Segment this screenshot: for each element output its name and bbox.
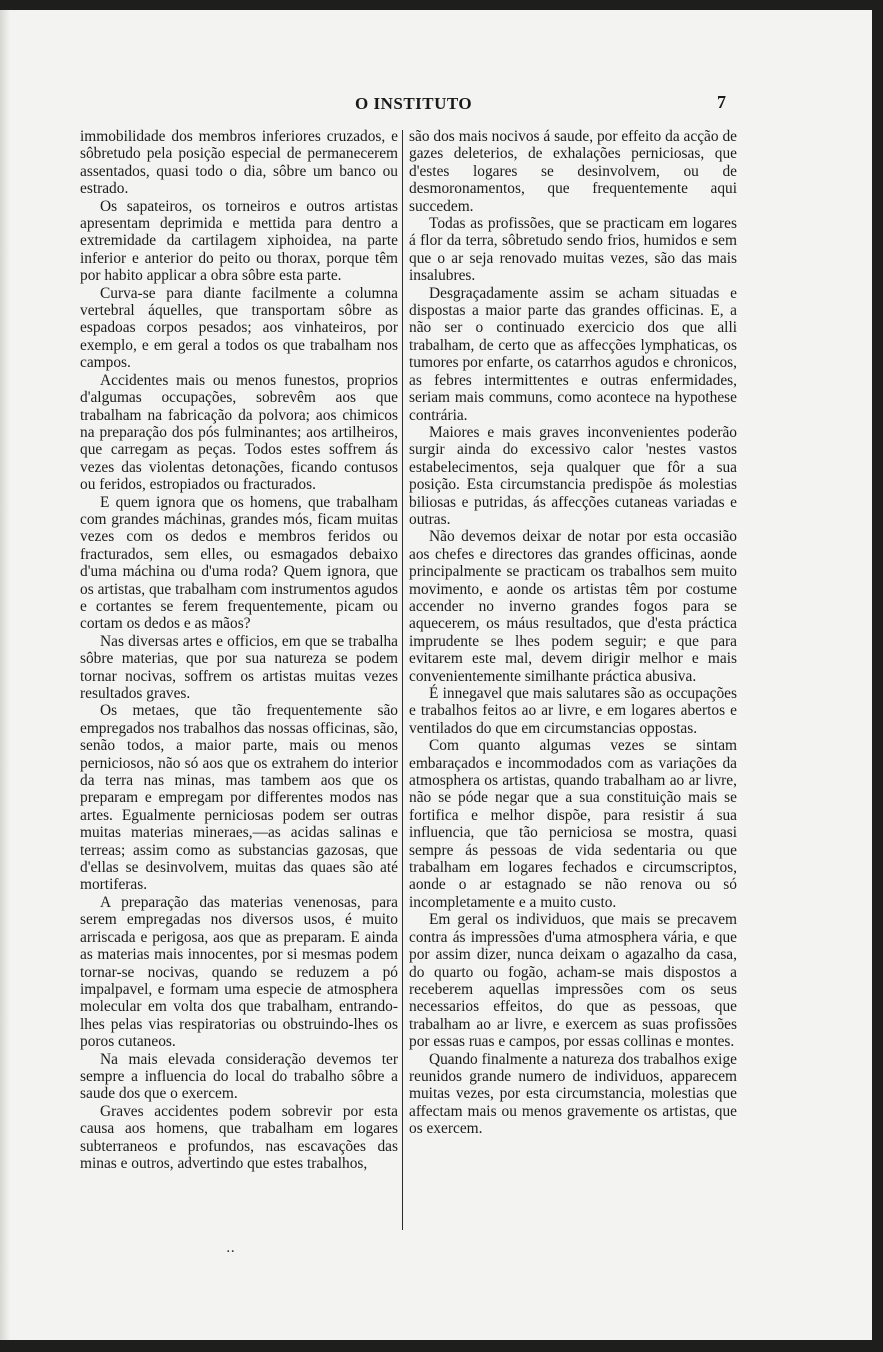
paragraph: Os sapateiros, os torneiros e outros artistas apresentam deprimida e mettida para dentro a extremidade da cartilagem xiphoidea, na parte inferior e anterior do peito ou thorax, porque têm por habito applicar a obra sôbre esta parte. [80, 197, 398, 285]
paragraph: Desgraçadamente assim se acham situadas e dispostas a maior parte das grandes officinas. E, a não ser o continuado exercicio dos que alli trabalham, de certo que as affecções lymphaticas, os tumores por enfarte, os catarrhos agudos e chronicos, as febres intermittentes e outras enfermidades, seriam mais communs, como acontece na hypothese contrária. [409, 284, 737, 424]
paragraph: E quem ignora que os homens, que trabalham com grandes máchinas, grandes mós, ficam muitas vezes com os dedos e membros feridos ou fracturados, sem elles, ou esmagados debaixo d'uma máchina ou d'uma roda? Quem ignora, que os artistas, que trabalham com instrumentos agudos e cortantes se ferem frequentemente, picam ou cortam os dedos e as mãos? [80, 493, 398, 633]
paragraph: Accidentes mais ou menos funestos, proprios d'algumas occupações, sobrevêm aos que trabalham na fabricação da polvora; aos chimicos na preparação dos pós fulminantes; aos artilheiros, que carregam as peças. Todos estes soffrem ás vezes das violentas detonações, ficando contusos ou feridos, estropiados ou fracturados. [80, 371, 398, 494]
paragraph: É innegavel que mais salutares são as occupações e trabalhos feitos ao ar livre, e em logares abertos e ventilados do que em circumstancias oppostas. [409, 685, 737, 737]
column-divider [402, 130, 403, 1230]
paragraph: Quando finalmente a natureza dos trabalhos exige reunidos grande numero de individuos, apparecem muitas vezes, por esta circumstancia, molestias que affectam mais ou menos gravemente os artistas, que os exercem. [409, 1050, 737, 1138]
page-spine [0, 10, 10, 1340]
running-header [0, 90, 872, 120]
footer-mark: .. [226, 1240, 235, 1256]
paragraph: Na mais elevada consideração devemos ter sempre a influencia do local do trabalho sôbre a saude dos que o exercem. [80, 1050, 398, 1103]
paragraph: Os metaes, que tão frequentemente são empregados nos trabalhos das nossas officinas, são, senão todos, a maior parte, mais ou menos perniciosos, não só aos que os extrahem do interior da terra nas minas, mas tambem aos que os preparam e empregam por differentes modos nas artes. Egualmente perniciosas podem ser outras muitas materias mineraes,—as acidas salinas e terreas; assim como as substancias gazosas, que d'ellas se desinvolvem, muitas das quaes são até mortiferas. [80, 702, 398, 894]
paragraph: Todas as profissões, que se practicam em logares á flor da terra, sôbretudo sendo frios, humidos e sem que o ar seja renovado muitas vezes, são das mais insalubres. [409, 215, 737, 285]
paragraph: são dos mais nocivos á saude, por effeito da acção de gazes deleterios, de exhalações perniciosas, que d'estes logares se desinvolvem, ou de desmoronamentos, que frequentemente aqui succedem. [409, 128, 737, 215]
paragraph: Não devemos deixar de notar por esta occasião aos chefes e directores das grandes officinas, aonde principalmente se practicam os trabalhos sem muito movimento, e aonde os artistas têm por costume accender no inverno grandes fogos para se aquecerem, os máus resultados, que d'esta práctica imprudente se lhes podem seguir; e que para evitarem este mal, devem dirigir melhor e mais convenientemente similhante práctica abusiva. [409, 528, 737, 685]
running-title: O INSTITUTO [355, 94, 473, 113]
left-column [80, 128, 398, 1172]
paragraph: immobilidade dos membros inferiores cruzados, e sôbretudo pela posição especial de permanecerem assentados, quasi todo o dia, sôbre um banco ou estrado. [80, 128, 398, 198]
paragraph: Nas diversas artes e officios, em que se trabalha sôbre materias, que por sua natureza se podem tornar nocivas, soffrem os artistas muitas vezes resultados graves. [80, 632, 398, 702]
page-number: 7 [717, 92, 726, 112]
paragraph: Curva-se para diante facilmente a columna vertebral áquelles, que transportam sôbre as espadoas corpos pesados; aos vinhateiros, por exemplo, e em geral a todos os que trabalham nos campos. [80, 284, 398, 372]
paragraph: Maiores e mais graves inconvenientes poderão surgir ainda do excessivo calor 'nestes vastos estabelecimentos, seja qualquer que fôr a sua posição. Esta circumstancia predispõe ás molestias biliosas e putridas, ás affecções cutaneas variadas e outras. [409, 423, 737, 528]
right-column [409, 128, 737, 1138]
paragraph: Com quanto algumas vezes se sintam embaraçados e incommodados com as variações da atmosphera os artistas, quando trabalham ao ar livre, não se póde negar que a sua constituição mais se fortifica e melhor dispõe, para resistir á sua influencia, que tão perniciosa se mostra, quasi sempre ás pessoas de vida sedentaria ou que trabalham em logares fechados e circumscriptos, aonde o ar estagnado se não renova ou só incompletamente e a muito custo. [409, 737, 737, 911]
paragraph: A preparação das materias venenosas, para serem empregadas nos diversos usos, é muito arriscada e perigosa, aos que as preparam. E ainda as materias mais innocentes, por si mesmas podem tornar-se nocivas, quando se reduzem a pó impalpavel, e formam uma especie de atmosphera molecular em volta dos que trabalham, entrando-lhes pelas vias respiratorias ou obstruindo-lhes os poros cutaneos. [80, 893, 398, 1051]
paragraph: Em geral os individuos, que mais se precavem contra ás impressões d'uma atmosphera vária, e que por assim dizer, nunca deixam o agazalho da casa, do quarto ou fogão, acham-se mais dispostos a receberem aquellas impressões com os seus necessarios effeitos, do que as pessoas, que trabalham ao ar livre, e exercem as suas profissões por essas ruas e campos, por essas collinas e montes. [409, 911, 737, 1051]
book-page [0, 10, 872, 1340]
paragraph: Graves accidentes podem sobrevir por esta causa aos homens, que trabalham em logares subterraneos e profundos, nas escavações das minas e outros, advertindo que estes trabalhos, [80, 1102, 398, 1172]
